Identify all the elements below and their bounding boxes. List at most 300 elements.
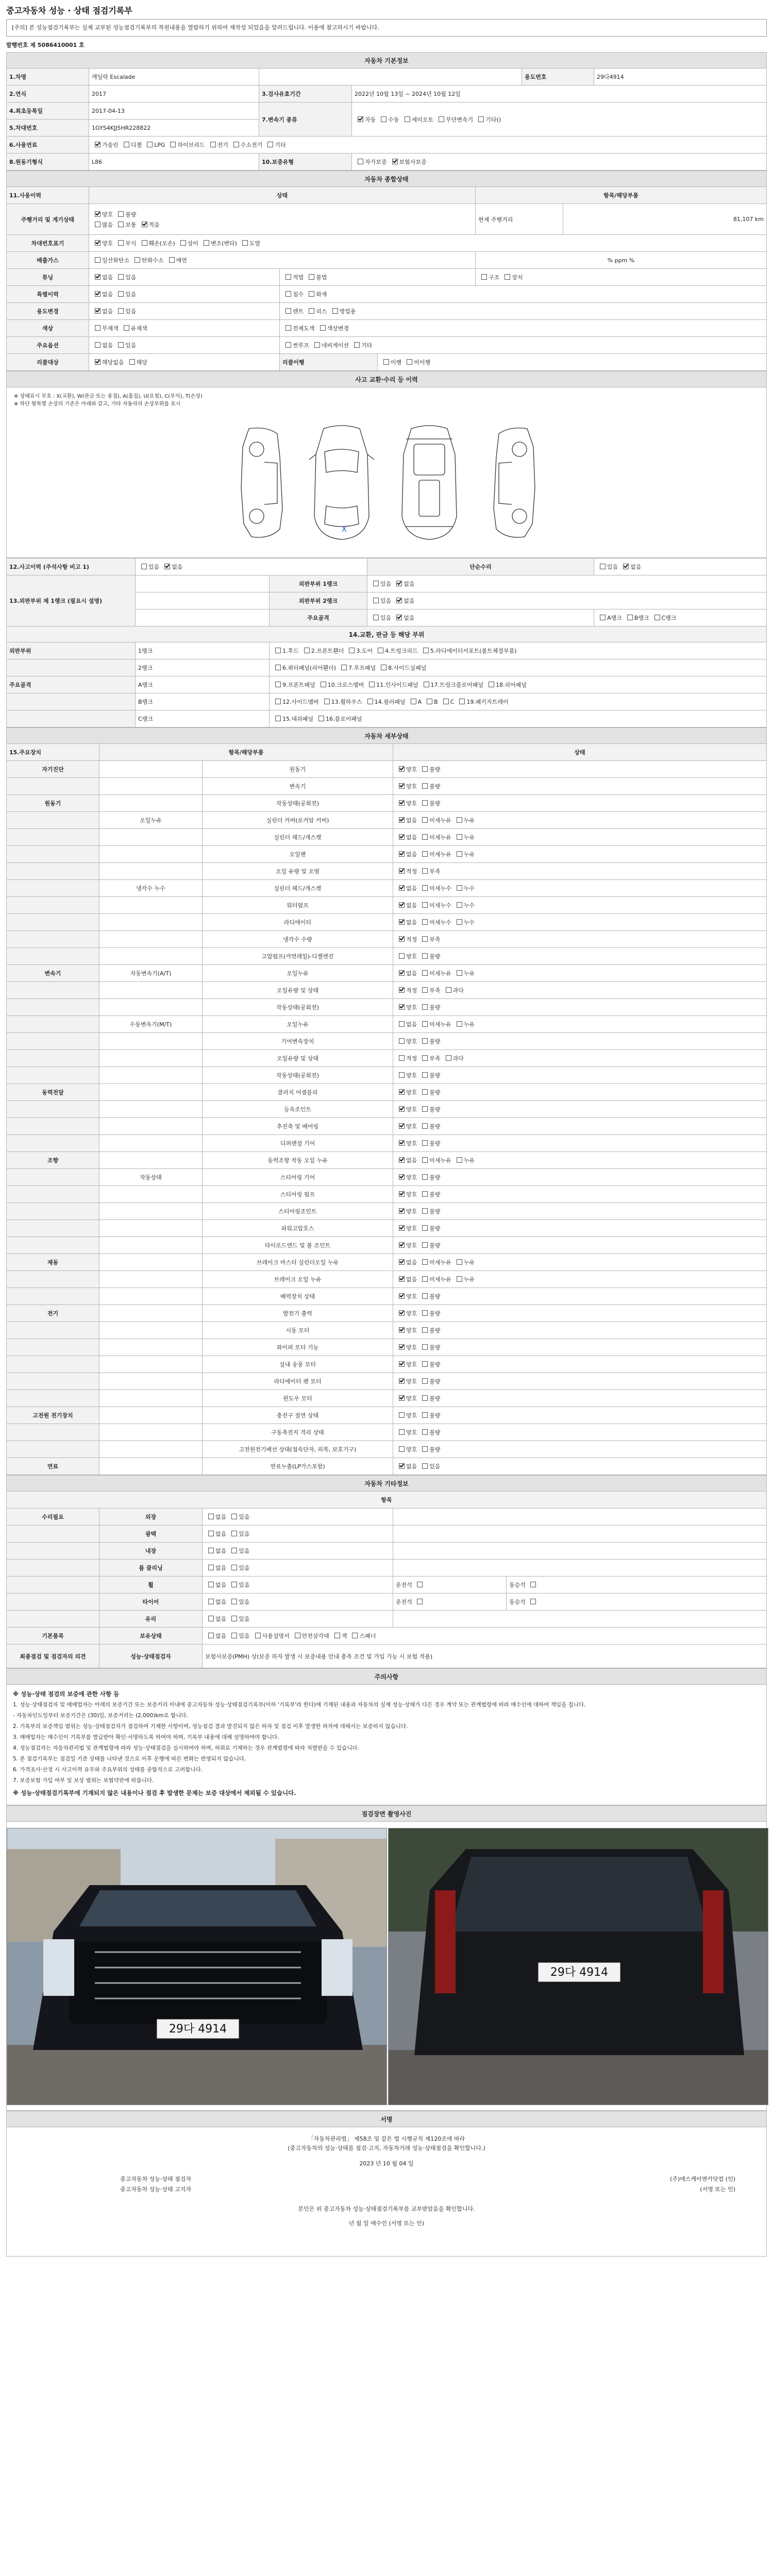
checkbox-option: [252, 1632, 290, 1640]
checkbox-option: [420, 647, 517, 655]
detail-subgroup: [99, 948, 203, 965]
empty-box-icon: [422, 953, 428, 959]
option-label: 양호: [102, 211, 113, 218]
checkbox-option: [453, 901, 475, 909]
option-label: 리스: [316, 308, 327, 315]
option-label: 없음: [406, 1259, 417, 1266]
checkbox-option: [419, 1445, 440, 1453]
other-opts: [203, 1509, 393, 1526]
option-label: 미세누유: [429, 1157, 451, 1164]
row-label: 특별이력: [7, 286, 89, 303]
option-label: 양호: [406, 1395, 417, 1402]
empty-box-icon: [324, 699, 330, 704]
option-label: 불량: [429, 1378, 441, 1385]
option-label: 세미오토: [411, 116, 434, 123]
option-label: 부식: [125, 240, 137, 247]
empty-box-icon: [457, 919, 462, 925]
other-item: 유리: [99, 1611, 203, 1628]
option-label: 5.라디에이터서포트(볼트체결부품): [430, 648, 517, 654]
detail-state: [393, 1305, 767, 1322]
empty-box-icon: [457, 1276, 462, 1282]
empty-box-icon: [334, 1633, 340, 1638]
option-label: 불량: [429, 1310, 441, 1317]
empty-box-icon: [118, 211, 124, 217]
option-label: 14.필러패널: [374, 699, 406, 705]
empty-box-icon: [443, 699, 449, 704]
option-label: 없음: [102, 274, 113, 281]
transmission-options: [352, 103, 767, 137]
option-label: 양호: [406, 1293, 417, 1300]
checkbox-option: [349, 1632, 376, 1640]
checkbox-option: [419, 1241, 440, 1249]
checkbox-option: [419, 765, 440, 773]
checkbox-option: [282, 290, 304, 298]
frame-opts2: [594, 609, 767, 626]
detail-subgroup: [99, 1356, 203, 1373]
detail-state: [393, 778, 767, 795]
other-extra2: [507, 1594, 767, 1611]
option-label: 없음: [102, 308, 113, 315]
detail-item: 연료누출(LP가스포함): [203, 1458, 393, 1475]
empty-box-icon: [457, 902, 462, 908]
checkbox-option: [396, 1139, 417, 1147]
detail-state: [393, 1271, 767, 1288]
notes-body: [6, 1685, 767, 1805]
checkbox-option: [315, 715, 362, 723]
checked-box-icon: [399, 1225, 405, 1231]
photos-header: [6, 1805, 767, 1822]
option-label: 양호: [406, 800, 417, 807]
checkbox-option: [396, 1360, 417, 1368]
empty-box-icon: [422, 783, 428, 789]
detail-item: 고압펌프(커먼레일)-디젤엔진: [203, 948, 393, 965]
empty-box-icon: [210, 142, 216, 147]
option-label: 무채색: [102, 325, 119, 332]
other-opts: [203, 1543, 393, 1560]
checkbox-option: [205, 1632, 226, 1640]
purpose-opts2: [280, 303, 767, 320]
detail-row: [7, 982, 767, 999]
rank2-opts: [367, 592, 767, 609]
option-label: 양호: [406, 1327, 417, 1334]
row-label: 배출가스: [7, 252, 89, 269]
checkbox-option: [378, 664, 426, 672]
parts-rows: [7, 642, 767, 727]
empty-box-icon: [422, 987, 428, 993]
parts-row: [7, 642, 767, 659]
option-label: 보통: [125, 221, 137, 228]
car-front-image: [7, 1828, 386, 2105]
extra-label: 동승석: [509, 1582, 526, 1588]
checkbox-option: [177, 239, 198, 247]
front-photo: [7, 1828, 387, 2105]
parts-title: 14.교환, 판금 등 해당 부위: [7, 626, 767, 642]
detail-subgroup: [99, 1220, 203, 1237]
empty-box-icon: [95, 222, 100, 227]
checked-box-icon: [95, 240, 100, 246]
detail-group: 제동: [7, 1254, 99, 1271]
checkbox-option: [139, 239, 175, 247]
photos-area: [6, 1822, 767, 2111]
option-label: 사용설명서: [262, 1633, 290, 1639]
parts-group: [7, 710, 136, 727]
checked-box-icon: [164, 564, 170, 569]
option-opts: [89, 337, 280, 354]
option-label: 누유: [463, 1021, 475, 1028]
row-label: 외판부위 2랭크: [270, 592, 367, 609]
car-left-side-icon: [241, 428, 282, 537]
checkbox-option: [624, 614, 649, 622]
detail-group: [7, 948, 99, 965]
empty-box-icon: [208, 1616, 214, 1621]
empty-box-icon: [373, 581, 379, 586]
detail-group: [7, 1220, 99, 1237]
option-label: 없음: [215, 1582, 227, 1588]
detail-item: 브레이크 마스터 실린더오일 누유: [203, 1254, 393, 1271]
empty-box-icon: [399, 1429, 405, 1435]
detail-subgroup: [99, 1322, 203, 1339]
detail-subgroup: 오일누유: [99, 812, 203, 829]
option-label: 있음: [239, 1548, 250, 1554]
detail-item: 작동상태(공회전): [203, 1067, 393, 1084]
document-title: 중고자동차 성능 · 상태 점검기록부: [6, 6, 132, 15]
empty-box-icon: [285, 274, 291, 280]
empty-box-icon: [422, 800, 428, 806]
parts-items: [270, 659, 767, 676]
checkbox-option: [167, 141, 205, 149]
empty-box-icon: [422, 1327, 428, 1333]
detail-subgroup: [99, 1373, 203, 1390]
detail-group: [7, 1033, 99, 1050]
detail-group: [7, 1356, 99, 1373]
empty-box-icon: [204, 240, 209, 246]
checkbox-option: [92, 273, 113, 281]
empty-box-icon: [118, 308, 124, 314]
empty-box-icon: [285, 291, 291, 297]
option-label: 없음: [215, 1616, 227, 1622]
empty-box-icon: [457, 1259, 462, 1265]
empty-box-icon: [422, 1225, 428, 1231]
parts-group: [7, 659, 136, 676]
option-label: 불량: [429, 800, 441, 807]
detail-group: [7, 1237, 99, 1254]
option-label: 불량: [429, 1327, 441, 1334]
checkbox-option: [396, 901, 417, 909]
option-label: 디젤: [130, 142, 142, 148]
detail-row: [7, 1424, 767, 1441]
option-label: 적법: [293, 274, 304, 281]
option-label: A: [417, 699, 422, 705]
detail-group: 전기: [7, 1305, 99, 1322]
checked-box-icon: [399, 970, 405, 976]
empty-box-icon: [422, 1293, 428, 1299]
option-label: 없음: [215, 1548, 227, 1554]
checkbox-option: [419, 884, 451, 892]
checked-box-icon: [399, 1174, 405, 1180]
empty-box-icon: [304, 648, 310, 653]
empty-box-icon: [459, 699, 465, 704]
detail-subgroup: [99, 1050, 203, 1067]
empty-box-icon: [422, 1395, 428, 1401]
empty-box-icon: [314, 342, 320, 348]
checkbox-option: [393, 597, 414, 605]
option-label: 12.사이드멤버: [282, 699, 319, 705]
empty-box-icon: [422, 851, 428, 857]
checkbox-option: [396, 1258, 417, 1266]
row-value: 캐딜락 Escalade: [89, 69, 259, 86]
option-label: 있음: [125, 274, 137, 281]
parts-group: [7, 693, 136, 710]
sign-date: 2023 년 10 월 04 일: [359, 2160, 414, 2167]
empty-box-icon: [349, 648, 355, 653]
detail-group: [7, 1203, 99, 1220]
option-label: 13.휠하우스: [331, 699, 362, 705]
checked-box-icon: [95, 291, 100, 297]
empty-box-icon: [422, 1344, 428, 1350]
option-label: 네비게이션: [321, 342, 349, 349]
checkbox-option: [396, 1343, 417, 1351]
row-label: 외판부위 1랭크: [270, 575, 367, 592]
checkbox-option: [228, 1513, 249, 1521]
car-frame-view-icon: [402, 426, 457, 539]
note-line: 1. 성능·상태점검자 및 매매업자는 아래의 보증기간 또는 보증거리 이내에 중고자동차 성능·상태점검기록부(이하 '기록부'라 한다)에 기재된 내용과 자동차의 실제 성능·상태가 다른 경우 계약 또는 관계법령에 따라 매수인에 대하여 책임을 집니다.: [13, 1702, 586, 1708]
option-label: 양호: [406, 1191, 417, 1198]
checked-box-icon: [396, 598, 402, 603]
checked-box-icon: [399, 800, 405, 806]
checkbox-option: [228, 1564, 249, 1572]
detail-row: [7, 1237, 767, 1254]
detail-row: [7, 1271, 767, 1288]
option-label: 불량: [429, 1208, 441, 1215]
row-label: 12.사고이력 (주석사항 비고 1): [7, 558, 136, 575]
other-item: 휠: [99, 1577, 203, 1594]
detail-group: [7, 1016, 99, 1033]
row-label: 튜닝: [7, 269, 89, 286]
section-accident: 사고 교환·수리 등 이력: [7, 371, 767, 387]
detail-subgroup: [99, 1203, 203, 1220]
detail-item: 윈도우 모터: [203, 1390, 393, 1407]
parts-rank: 2랭크: [136, 659, 270, 676]
checkbox-option: [396, 782, 417, 790]
detail-row: [7, 1084, 767, 1101]
checked-box-icon: [399, 1140, 405, 1146]
empty-box-icon: [118, 291, 124, 297]
note-line: 6. 가격조사·산정 시 사고이력 유무와 주요부위의 상태를 종합적으로 고려합니다.: [13, 1767, 203, 1773]
checkbox-option: [419, 1292, 440, 1300]
empty-box-icon: [231, 1514, 237, 1519]
checkbox-option: [453, 884, 475, 892]
detail-row: [7, 1305, 767, 1322]
checkbox-option: [419, 1037, 440, 1045]
note-line: - 자동차인도일부터 보증기간은 (30)일, 보증거리는 (2,000)km로 합니다.: [13, 1713, 188, 1719]
empty-box-icon: [600, 615, 606, 620]
checkbox-option: [115, 221, 136, 229]
checkbox-option: [396, 935, 417, 943]
row-label: 10.보증유형: [259, 154, 352, 171]
checkbox-option: [396, 969, 417, 977]
checkbox-option: [92, 290, 113, 298]
option-label: 불량: [429, 1225, 441, 1232]
legend-line: ※ 하단 항목별 손상의 기준은 아래와 같고, 기타 자동차의 손상부위를 표시: [14, 401, 181, 407]
checkbox-option: [230, 141, 263, 149]
detail-group: [7, 846, 99, 863]
checkbox-option: [419, 1003, 440, 1011]
option-label: 상이: [187, 240, 198, 247]
checked-box-icon: [399, 1327, 405, 1333]
empty-box-icon: [457, 851, 462, 857]
empty-box-icon: [399, 1412, 405, 1418]
empty-box-icon: [422, 1208, 428, 1214]
detail-state: [393, 1373, 767, 1390]
detail-row: [7, 1169, 767, 1186]
checkbox-option: [92, 210, 113, 218]
checkbox-option: [115, 210, 136, 218]
checked-box-icon: [399, 1106, 405, 1112]
row-label: 5.차대번호: [7, 120, 89, 137]
option-label: 있음: [239, 1514, 250, 1520]
detail-row: [7, 1356, 767, 1373]
accident-opts: [136, 558, 367, 575]
checkbox-option: [421, 681, 484, 689]
col-header: 11.사용이력: [7, 187, 89, 204]
detail-state: [393, 1424, 767, 1441]
option-label: 기타: [275, 142, 286, 148]
checkbox-option: [396, 833, 417, 841]
checkbox-option: [396, 1037, 417, 1045]
checkbox-option: [139, 221, 160, 229]
checked-box-icon: [399, 902, 405, 908]
checkbox-option: [166, 256, 187, 264]
empty-box-icon: [422, 1123, 428, 1129]
detail-row: [7, 812, 767, 829]
detail-row: [7, 1050, 767, 1067]
detail-subgroup: [99, 761, 203, 778]
checkbox-option: [205, 1598, 226, 1606]
row-label: 주요골격: [270, 609, 367, 626]
detail-table: [6, 727, 767, 1475]
checkbox-option: [419, 1020, 451, 1028]
detail-group: [7, 880, 99, 897]
empty-box-icon: [422, 1174, 428, 1180]
signature-block: [6, 2127, 767, 2257]
checkbox-option: [597, 563, 618, 571]
detail-subgroup: 수동변속기(M/T): [99, 1016, 203, 1033]
detail-subgroup: [99, 829, 203, 846]
option-label: 누수: [463, 902, 475, 909]
option-label: 미세누유: [429, 1259, 451, 1266]
empty-box-icon: [341, 665, 347, 670]
option-label: 누유: [463, 851, 475, 858]
checkbox-option: [453, 833, 475, 841]
option-label: 가솔린: [102, 142, 119, 148]
option-label: 적정: [406, 868, 417, 875]
option-label: 없음: [406, 919, 417, 926]
checkbox-option: [396, 1411, 417, 1419]
empty-box-icon: [118, 342, 124, 348]
empty-box-icon: [118, 274, 124, 280]
detail-subgroup: [99, 999, 203, 1016]
option-label: 미세누수: [429, 919, 451, 926]
empty-box-icon: [422, 1140, 428, 1146]
option-label: 19.패키지트레이: [466, 699, 509, 705]
checkbox-option: [205, 1564, 226, 1572]
empty-box-icon: [422, 1157, 428, 1163]
checkbox-option: [597, 614, 622, 622]
checkbox-option: [92, 358, 124, 366]
checkbox-option: [419, 799, 440, 807]
detail-group: [7, 982, 99, 999]
other-opts: [203, 1577, 393, 1594]
checked-box-icon: [399, 1089, 405, 1095]
option-label: 없음: [215, 1565, 227, 1571]
checkbox-option: [228, 1581, 249, 1589]
detail-state: [393, 1033, 767, 1050]
empty-box-icon: [422, 1446, 428, 1452]
col-header: 상태: [393, 744, 767, 761]
option-label: 불량: [429, 1004, 441, 1011]
option-label: 17.트렁크플로어패널: [430, 682, 484, 688]
checkbox-option: [396, 1020, 417, 1028]
detail-row: [7, 1373, 767, 1390]
checkbox-option: [389, 158, 427, 166]
car-top-view-icon: [309, 426, 374, 539]
detail-row: [7, 1322, 767, 1339]
empty-box-icon: [411, 699, 416, 704]
empty-box-icon: [446, 987, 451, 993]
checkbox-option: [378, 115, 399, 124]
detail-subgroup: [99, 1152, 203, 1169]
option-label: 양호: [406, 1242, 417, 1249]
other-rows: [7, 1509, 767, 1628]
extra-label: 동승석: [509, 1599, 526, 1605]
option-label: 변조(변타): [210, 240, 237, 247]
detail-group: [7, 1118, 99, 1135]
checkbox-option: [419, 1105, 440, 1113]
vin-opts: [89, 235, 767, 252]
detail-group: 원동기: [7, 795, 99, 812]
option-label: 양호: [406, 766, 417, 773]
option-label: 불량: [429, 1242, 441, 1249]
row-label: 보유상태: [99, 1628, 203, 1645]
empty-box-icon: [405, 116, 410, 122]
detail-item: 와이퍼 모터 기능: [203, 1339, 393, 1356]
detail-row: [7, 1033, 767, 1050]
detail-state: [393, 1186, 767, 1203]
detail-subgroup: [99, 1288, 203, 1305]
detail-item: 충전구 절연 상태: [203, 1407, 393, 1424]
option-label: 탄화수소: [142, 257, 164, 264]
option-label: 양호: [406, 1123, 417, 1130]
detail-row: [7, 1390, 767, 1407]
detail-row: [7, 1441, 767, 1458]
checkbox-option: [396, 1275, 417, 1283]
sign-buyer-note: 본인은 위 중고자동차 성능·상태점검기록부를 교부받았음을 확인합니다.: [298, 2206, 475, 2212]
empty-box-icon: [231, 1531, 237, 1536]
checkbox-option: [205, 1581, 226, 1589]
checkbox-option: [205, 1513, 226, 1521]
empty-box-icon: [417, 1582, 423, 1587]
checked-box-icon: [399, 1191, 405, 1197]
checkbox-option: [228, 1598, 249, 1606]
option-label: 양호: [406, 1446, 417, 1453]
empty-box-icon: [231, 1582, 237, 1587]
detail-item: 실린더 헤드/개스켓: [203, 829, 393, 846]
row-label: 6.사용연료: [7, 137, 89, 154]
empty-box-icon: [231, 1633, 237, 1638]
option-label: 불량: [429, 1395, 441, 1402]
empty-box-icon: [457, 970, 462, 976]
detail-state: [393, 1152, 767, 1169]
